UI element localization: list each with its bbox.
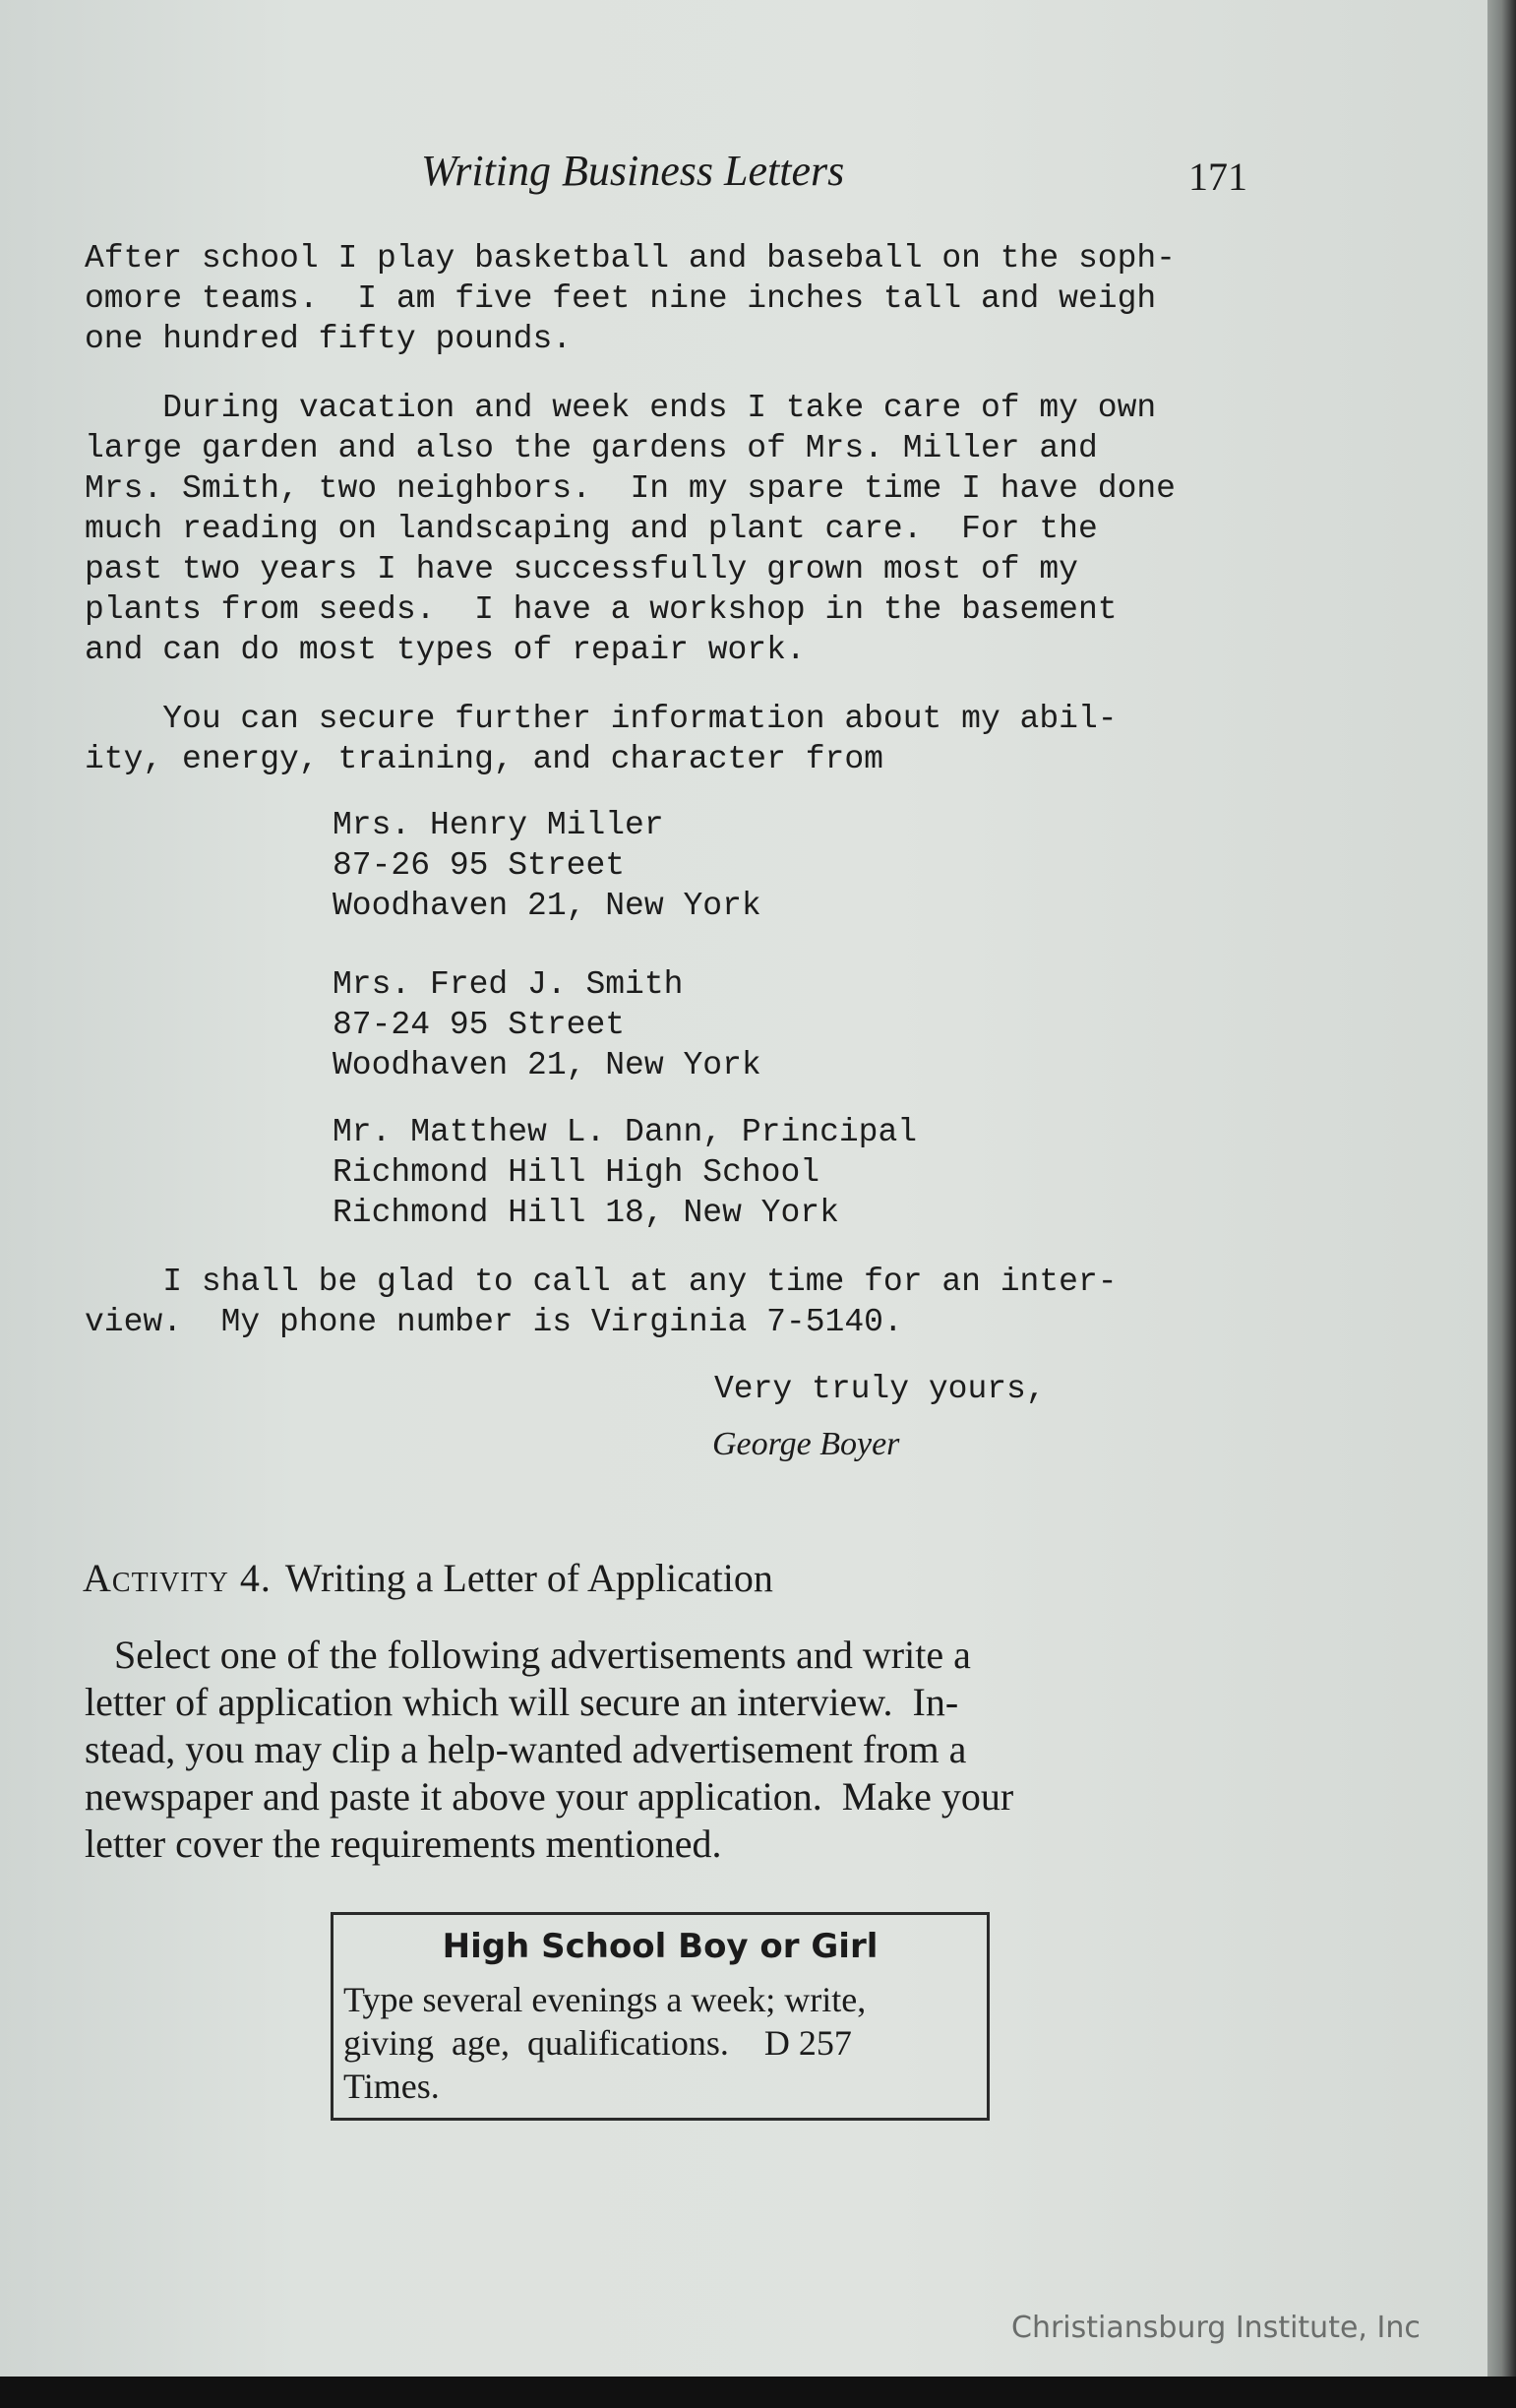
text-line: view. My phone number is Virginia 7-5140. bbox=[85, 1304, 903, 1340]
page-number: 171 bbox=[1188, 154, 1247, 199]
activity-label: Activity 4. bbox=[83, 1556, 272, 1600]
advertisement-line: giving age, qualifications. D 257 bbox=[343, 2023, 852, 2063]
text-line: Mrs. Smith, two neighbors. In my spare time I have done bbox=[85, 470, 1176, 507]
letter-closing: Very truly yours, bbox=[714, 1371, 1046, 1407]
text-line: ity, energy, training, and character from bbox=[85, 741, 883, 777]
advertisement-line: Times. bbox=[343, 2067, 440, 2106]
text-line: letter of application which will secure an interview. In- bbox=[85, 1680, 959, 1724]
letter-signature: George Boyer bbox=[712, 1426, 900, 1462]
advertisement-box bbox=[331, 1912, 990, 2121]
reference-line: Woodhaven 21, New York bbox=[333, 1047, 761, 1083]
activity-title: Writing a Letter of Application bbox=[284, 1556, 773, 1600]
text-line: large garden and also the gardens of Mrs. Miller and bbox=[85, 430, 1098, 466]
advertisement-line: Type several evenings a week; write, bbox=[343, 1980, 867, 2019]
reference-line: Mr. Matthew L. Dann, Principal bbox=[333, 1114, 918, 1150]
page-edge bbox=[1487, 0, 1516, 2408]
reference-line: Woodhaven 21, New York bbox=[333, 888, 761, 924]
text-line: much reading on landscaping and plant care. For the bbox=[85, 511, 1098, 547]
text-line: plants from seeds. I have a workshop in the basement bbox=[85, 591, 1118, 628]
reference-line: 87-24 95 Street bbox=[333, 1007, 626, 1043]
text-line: and can do most types of repair work. bbox=[85, 632, 806, 668]
text-line: letter cover the requirements mentioned. bbox=[85, 1821, 722, 1866]
text-line: omore teams. I am five feet nine inches tall and weigh bbox=[85, 280, 1157, 317]
text-line: stead, you may clip a help-wanted advertisement from a bbox=[85, 1727, 967, 1771]
reference-line: Richmond Hill High School bbox=[333, 1154, 820, 1191]
text-line: I shall be glad to call at any time for an inter- bbox=[85, 1264, 1118, 1300]
text-line: Select one of the following advertisements and write a bbox=[85, 1633, 971, 1677]
text-line: During vacation and week ends I take care of my own bbox=[85, 390, 1157, 426]
running-header-title: Writing Business Letters bbox=[421, 147, 845, 195]
text-line: After school I play basketball and baseball on the soph- bbox=[85, 240, 1176, 277]
reference-line: Mrs. Fred J. Smith bbox=[333, 966, 684, 1003]
watermark-text: Christiansburg Institute, Inc bbox=[1011, 2311, 1421, 2345]
activity-heading bbox=[83, 1555, 773, 1601]
bottom-edge bbox=[0, 2377, 1516, 2408]
reference-line: 87-26 95 Street bbox=[333, 847, 626, 884]
text-line: past two years I have successfully grown most of my bbox=[85, 551, 1078, 587]
text-line: You can secure further information about my abil- bbox=[85, 701, 1118, 737]
text-line: newspaper and paste it above your application. Make your bbox=[85, 1774, 1014, 1819]
reference-line: Mrs. Henry Miller bbox=[333, 807, 664, 843]
reference-line: Richmond Hill 18, New York bbox=[333, 1195, 839, 1231]
advertisement-title: High School Boy or Girl bbox=[442, 1927, 879, 1966]
text-line: one hundred fifty pounds. bbox=[85, 321, 573, 357]
